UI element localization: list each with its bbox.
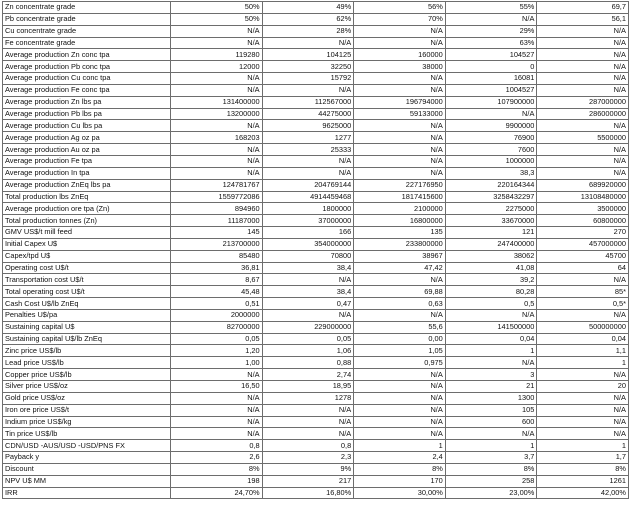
cell-value: N/A <box>171 84 263 96</box>
cell-value: 107900000 <box>445 96 537 108</box>
cell-value: 2000000 <box>171 309 263 321</box>
cell-value: 70% <box>354 13 446 25</box>
cell-value: 1300 <box>445 392 537 404</box>
table-row <box>3 37 629 49</box>
cell-value: 38,4 <box>262 286 354 298</box>
cell-value: 1 <box>537 440 629 452</box>
cell-value: 233800000 <box>354 238 446 250</box>
cell-value: 258 <box>445 475 537 487</box>
table-row <box>3 262 629 274</box>
row-label: Average production ZnEq lbs pa <box>3 179 171 191</box>
row-label: Tin price US$/lb <box>3 428 171 440</box>
cell-value: N/A <box>171 37 263 49</box>
table-row <box>3 227 629 239</box>
cell-value: 457000000 <box>537 238 629 250</box>
cell-value: N/A <box>171 404 263 416</box>
row-label: CDN/USD -AUS/USD -USD/PNS FX <box>3 440 171 452</box>
cell-value: 29% <box>445 25 537 37</box>
cell-value: N/A <box>171 144 263 156</box>
cell-value: 8% <box>537 463 629 475</box>
cell-value: 41,08 <box>445 262 537 274</box>
cell-value: N/A <box>171 416 263 428</box>
row-label: Average production Pb conc tpa <box>3 61 171 73</box>
cell-value: 69,88 <box>354 286 446 298</box>
cell-value: 39,2 <box>445 274 537 286</box>
row-label: Zinc price US$/lb <box>3 345 171 357</box>
cell-value: 1817415600 <box>354 191 446 203</box>
cell-value: N/A <box>537 84 629 96</box>
cell-value: N/A <box>354 369 446 381</box>
cell-value: N/A <box>262 84 354 96</box>
cell-value: 160000 <box>354 49 446 61</box>
cell-value: N/A <box>537 369 629 381</box>
cell-value: 30,00% <box>354 487 446 499</box>
cell-value: 38000 <box>354 61 446 73</box>
cell-value: 50% <box>171 13 263 25</box>
cell-value: 121 <box>445 227 537 239</box>
cell-value: 56,1 <box>537 13 629 25</box>
cell-value: 37000000 <box>262 215 354 227</box>
table-row <box>3 487 629 499</box>
cell-value: 600 <box>445 416 537 428</box>
cell-value: N/A <box>537 167 629 179</box>
cell-value: 28% <box>262 25 354 37</box>
cell-value: N/A <box>537 155 629 167</box>
row-label: Average production Zn conc tpa <box>3 49 171 61</box>
cell-value: 1 <box>354 440 446 452</box>
cell-value: 32250 <box>262 61 354 73</box>
cell-value: N/A <box>445 357 537 369</box>
cell-value: N/A <box>445 309 537 321</box>
cell-value: N/A <box>262 404 354 416</box>
cell-value: N/A <box>445 108 537 120</box>
table-row <box>3 321 629 333</box>
row-label: Sustaining capital U$ <box>3 321 171 333</box>
cell-value: N/A <box>537 61 629 73</box>
row-label: Fe concentrate grade <box>3 37 171 49</box>
cell-value: N/A <box>171 155 263 167</box>
cell-value: 0,51 <box>171 298 263 310</box>
row-label: Average production Zn lbs pa <box>3 96 171 108</box>
row-label: Sustaining capital U$/lb ZnEq <box>3 333 171 345</box>
cell-value: 18,95 <box>262 381 354 393</box>
cell-value: 166 <box>262 227 354 239</box>
cell-value: 76900 <box>445 132 537 144</box>
cell-value: 49% <box>262 2 354 14</box>
cell-value: N/A <box>171 73 263 85</box>
cell-value: 3 <box>445 369 537 381</box>
cell-value: 55,6 <box>354 321 446 333</box>
cell-value: N/A <box>354 416 446 428</box>
cell-value: 124781767 <box>171 179 263 191</box>
cell-value: 1800000 <box>262 203 354 215</box>
cell-value: N/A <box>354 84 446 96</box>
table-row <box>3 309 629 321</box>
row-label: Capex/tpd U$ <box>3 250 171 262</box>
cell-value: N/A <box>354 274 446 286</box>
row-label: Average production Pb lbs pa <box>3 108 171 120</box>
cell-value: 20 <box>537 381 629 393</box>
cell-value: 62% <box>262 13 354 25</box>
row-label: Pb concentrate grade <box>3 13 171 25</box>
cell-value: 8,67 <box>171 274 263 286</box>
cell-value: 0,5* <box>537 298 629 310</box>
row-label: Gold price US$/oz <box>3 392 171 404</box>
cell-value: 229000000 <box>262 321 354 333</box>
cell-value: 0,05 <box>262 333 354 345</box>
cell-value: 82700000 <box>171 321 263 333</box>
row-label: Average production Cu lbs pa <box>3 120 171 132</box>
data-sheet <box>2 1 629 499</box>
row-label: Average production Au oz pa <box>3 144 171 156</box>
row-label: Average production Fe tpa <box>3 155 171 167</box>
cell-value: 80,28 <box>445 286 537 298</box>
cell-value: 38,4 <box>262 262 354 274</box>
cell-value: 13108480000 <box>537 191 629 203</box>
cell-value: N/A <box>262 37 354 49</box>
table-row <box>3 120 629 132</box>
table-row <box>3 416 629 428</box>
table-row <box>3 144 629 156</box>
table-row <box>3 392 629 404</box>
row-label: Average production Fe conc tpa <box>3 84 171 96</box>
cell-value: 1278 <box>262 392 354 404</box>
cell-value: 286000000 <box>537 108 629 120</box>
cell-value: 145 <box>171 227 263 239</box>
table-row <box>3 298 629 310</box>
cell-value: 12000 <box>171 61 263 73</box>
cell-value: 47,42 <box>354 262 446 274</box>
table-row <box>3 96 629 108</box>
row-label: Zn concentrate grade <box>3 2 171 14</box>
row-label: Total production tonnes (Zn) <box>3 215 171 227</box>
cell-value: 170 <box>354 475 446 487</box>
cell-value: N/A <box>354 37 446 49</box>
cell-value: 2,74 <box>262 369 354 381</box>
cell-value: N/A <box>445 13 537 25</box>
table-row <box>3 132 629 144</box>
cell-value: 5500000 <box>537 132 629 144</box>
table-row <box>3 428 629 440</box>
row-label: Average production Cu conc tpa <box>3 73 171 85</box>
row-label: NPV U$ MM <box>3 475 171 487</box>
cell-value: 13200000 <box>171 108 263 120</box>
cell-value: 1,20 <box>171 345 263 357</box>
cell-value: 3500000 <box>537 203 629 215</box>
cell-value: 16,50 <box>171 381 263 393</box>
cell-value: 131400000 <box>171 96 263 108</box>
row-label: Iron ore price US$/t <box>3 404 171 416</box>
cell-value: 689920000 <box>537 179 629 191</box>
row-label: IRR <box>3 487 171 499</box>
cell-value: 119280 <box>171 49 263 61</box>
cell-value: N/A <box>537 25 629 37</box>
cell-value: N/A <box>354 155 446 167</box>
cell-value: 2,4 <box>354 452 446 464</box>
cell-value: 0,975 <box>354 357 446 369</box>
cell-value: 60800000 <box>537 215 629 227</box>
cell-value: N/A <box>445 428 537 440</box>
cell-value: N/A <box>537 49 629 61</box>
table-row <box>3 475 629 487</box>
row-label: Lead price US$/lb <box>3 357 171 369</box>
table-row <box>3 191 629 203</box>
cell-value: N/A <box>262 155 354 167</box>
table-row <box>3 215 629 227</box>
table-row <box>3 463 629 475</box>
table-row <box>3 452 629 464</box>
cell-value: N/A <box>354 309 446 321</box>
cell-value: N/A <box>537 416 629 428</box>
table-row <box>3 333 629 345</box>
row-label: Initial Capex U$ <box>3 238 171 250</box>
row-label: Transportation cost U$/t <box>3 274 171 286</box>
cell-value: 1 <box>445 345 537 357</box>
row-label: GMV US$/t mill feed <box>3 227 171 239</box>
cell-value: 204769144 <box>262 179 354 191</box>
table-row <box>3 84 629 96</box>
cell-value: 112567000 <box>262 96 354 108</box>
cell-value: N/A <box>171 25 263 37</box>
row-label: Total operating cost U$/t <box>3 286 171 298</box>
cell-value: 24,70% <box>171 487 263 499</box>
cell-value: 16,80% <box>262 487 354 499</box>
cell-value: 9900000 <box>445 120 537 132</box>
cell-value: 0,8 <box>171 440 263 452</box>
cell-value: N/A <box>537 404 629 416</box>
cell-value: N/A <box>354 428 446 440</box>
table-row <box>3 404 629 416</box>
row-label: Cu concentrate grade <box>3 25 171 37</box>
cell-value: 4914459468 <box>262 191 354 203</box>
cell-value: 0,47 <box>262 298 354 310</box>
cell-value: N/A <box>537 309 629 321</box>
table-row <box>3 274 629 286</box>
cell-value: N/A <box>354 167 446 179</box>
cell-value: N/A <box>262 428 354 440</box>
table-row <box>3 155 629 167</box>
cell-value: 9% <box>262 463 354 475</box>
cell-value: 894960 <box>171 203 263 215</box>
cell-value: 217 <box>262 475 354 487</box>
table-row <box>3 13 629 25</box>
cell-value: N/A <box>354 73 446 85</box>
cell-value: 16081 <box>445 73 537 85</box>
cell-value: 1559772086 <box>171 191 263 203</box>
cell-value: 50% <box>171 2 263 14</box>
cell-value: N/A <box>537 73 629 85</box>
cell-value: N/A <box>171 369 263 381</box>
cell-value: 0,63 <box>354 298 446 310</box>
cell-value: N/A <box>537 392 629 404</box>
table-row <box>3 250 629 262</box>
cell-value: 0,8 <box>262 440 354 452</box>
cell-value: N/A <box>354 120 446 132</box>
cell-value: 25333 <box>262 144 354 156</box>
cell-value: N/A <box>171 167 263 179</box>
table-row <box>3 2 629 14</box>
cell-value: 2,3 <box>262 452 354 464</box>
row-label: Operating cost U$/t <box>3 262 171 274</box>
cell-value: N/A <box>354 381 446 393</box>
cell-value: N/A <box>354 392 446 404</box>
cell-value: N/A <box>354 144 446 156</box>
cell-value: N/A <box>262 167 354 179</box>
cell-value: 45700 <box>537 250 629 262</box>
table-row <box>3 73 629 85</box>
cell-value: 354000000 <box>262 238 354 250</box>
table-row <box>3 381 629 393</box>
cell-value: 8% <box>354 463 446 475</box>
cell-value: 2100000 <box>354 203 446 215</box>
row-label: Payback y <box>3 452 171 464</box>
table-row <box>3 179 629 191</box>
cell-value: 21 <box>445 381 537 393</box>
cell-value: 1 <box>537 357 629 369</box>
cell-value: 33670000 <box>445 215 537 227</box>
cell-value: 3,7 <box>445 452 537 464</box>
cell-value: 287000000 <box>537 96 629 108</box>
cell-value: 1,00 <box>171 357 263 369</box>
row-label: Penalties U$/pa <box>3 309 171 321</box>
cell-value: 213700000 <box>171 238 263 250</box>
cell-value: 2275000 <box>445 203 537 215</box>
table-row <box>3 357 629 369</box>
cell-value: 55% <box>445 2 537 14</box>
cell-value: 247400000 <box>445 238 537 250</box>
table-row <box>3 369 629 381</box>
cell-value: 141500000 <box>445 321 537 333</box>
cell-value: 9625000 <box>262 120 354 132</box>
cell-value: 45,48 <box>171 286 263 298</box>
sheet-body <box>3 2 629 499</box>
cell-value: 104527 <box>445 49 537 61</box>
cell-value: 69,7 <box>537 2 629 14</box>
table-row <box>3 167 629 179</box>
cell-value: N/A <box>171 120 263 132</box>
table-row <box>3 345 629 357</box>
table-row <box>3 108 629 120</box>
row-label: Silver price US$/oz <box>3 381 171 393</box>
cell-value: 227176950 <box>354 179 446 191</box>
cell-value: 38,3 <box>445 167 537 179</box>
cell-value: 36,81 <box>171 262 263 274</box>
row-label: Average production ore tpa (Zn) <box>3 203 171 215</box>
cell-value: N/A <box>537 120 629 132</box>
cell-value: N/A <box>171 428 263 440</box>
cell-value: 168203 <box>171 132 263 144</box>
cell-value: 0,05 <box>171 333 263 345</box>
cell-value: 85480 <box>171 250 263 262</box>
cell-value: 1000000 <box>445 155 537 167</box>
cell-value: 85* <box>537 286 629 298</box>
cell-value: 59133000 <box>354 108 446 120</box>
table-row <box>3 49 629 61</box>
cell-value: 1,7 <box>537 452 629 464</box>
cell-value: 104125 <box>262 49 354 61</box>
cell-value: 7600 <box>445 144 537 156</box>
cell-value: N/A <box>537 428 629 440</box>
cell-value: 11187000 <box>171 215 263 227</box>
cell-value: 0,04 <box>537 333 629 345</box>
cell-value: 8% <box>171 463 263 475</box>
cell-value: 0,00 <box>354 333 446 345</box>
row-label: Average production In tpa <box>3 167 171 179</box>
cell-value: 23,00% <box>445 487 537 499</box>
row-label: Indium price US$/kg <box>3 416 171 428</box>
cell-value: 196794000 <box>354 96 446 108</box>
cell-value: 135 <box>354 227 446 239</box>
cell-value: 3258432297 <box>445 191 537 203</box>
cell-value: N/A <box>262 309 354 321</box>
cell-value: 500000000 <box>537 321 629 333</box>
row-label: Average production Ag oz pa <box>3 132 171 144</box>
row-label: Discount <box>3 463 171 475</box>
cell-value: 105 <box>445 404 537 416</box>
cell-value: 1277 <box>262 132 354 144</box>
cell-value: 44275000 <box>262 108 354 120</box>
cell-value: N/A <box>262 416 354 428</box>
cell-value: N/A <box>354 132 446 144</box>
cell-value: N/A <box>262 274 354 286</box>
row-label: Total production lbs ZnEq <box>3 191 171 203</box>
cell-value: 8% <box>445 463 537 475</box>
cell-value: N/A <box>354 25 446 37</box>
table-row <box>3 25 629 37</box>
cell-value: N/A <box>537 144 629 156</box>
table-row <box>3 61 629 73</box>
cell-value: 0 <box>445 61 537 73</box>
cell-value: 220164344 <box>445 179 537 191</box>
cell-value: 2,6 <box>171 452 263 464</box>
cell-value: 38967 <box>354 250 446 262</box>
cell-value: N/A <box>171 392 263 404</box>
cell-value: 1261 <box>537 475 629 487</box>
cell-value: 16800000 <box>354 215 446 227</box>
cell-value: 1,06 <box>262 345 354 357</box>
cell-value: 0,04 <box>445 333 537 345</box>
cell-value: 42,00% <box>537 487 629 499</box>
cell-value: 64 <box>537 262 629 274</box>
cell-value: 56% <box>354 2 446 14</box>
cell-value: 1,05 <box>354 345 446 357</box>
cell-value: 15792 <box>262 73 354 85</box>
table-row <box>3 286 629 298</box>
table-row <box>3 203 629 215</box>
cell-value: N/A <box>354 404 446 416</box>
cell-value: 0,5 <box>445 298 537 310</box>
cell-value: 198 <box>171 475 263 487</box>
cell-value: 63% <box>445 37 537 49</box>
cell-value: 1004527 <box>445 84 537 96</box>
cell-value: 0,88 <box>262 357 354 369</box>
cell-value: N/A <box>537 274 629 286</box>
cell-value: 1 <box>445 440 537 452</box>
cell-value: 70800 <box>262 250 354 262</box>
row-label: Copper price US$/lb <box>3 369 171 381</box>
cell-value: N/A <box>537 37 629 49</box>
table-row <box>3 440 629 452</box>
table-row <box>3 238 629 250</box>
row-label: Cash Cost U$/lb ZnEq <box>3 298 171 310</box>
cell-value: 38062 <box>445 250 537 262</box>
cell-value: 270 <box>537 227 629 239</box>
cell-value: 1,1 <box>537 345 629 357</box>
